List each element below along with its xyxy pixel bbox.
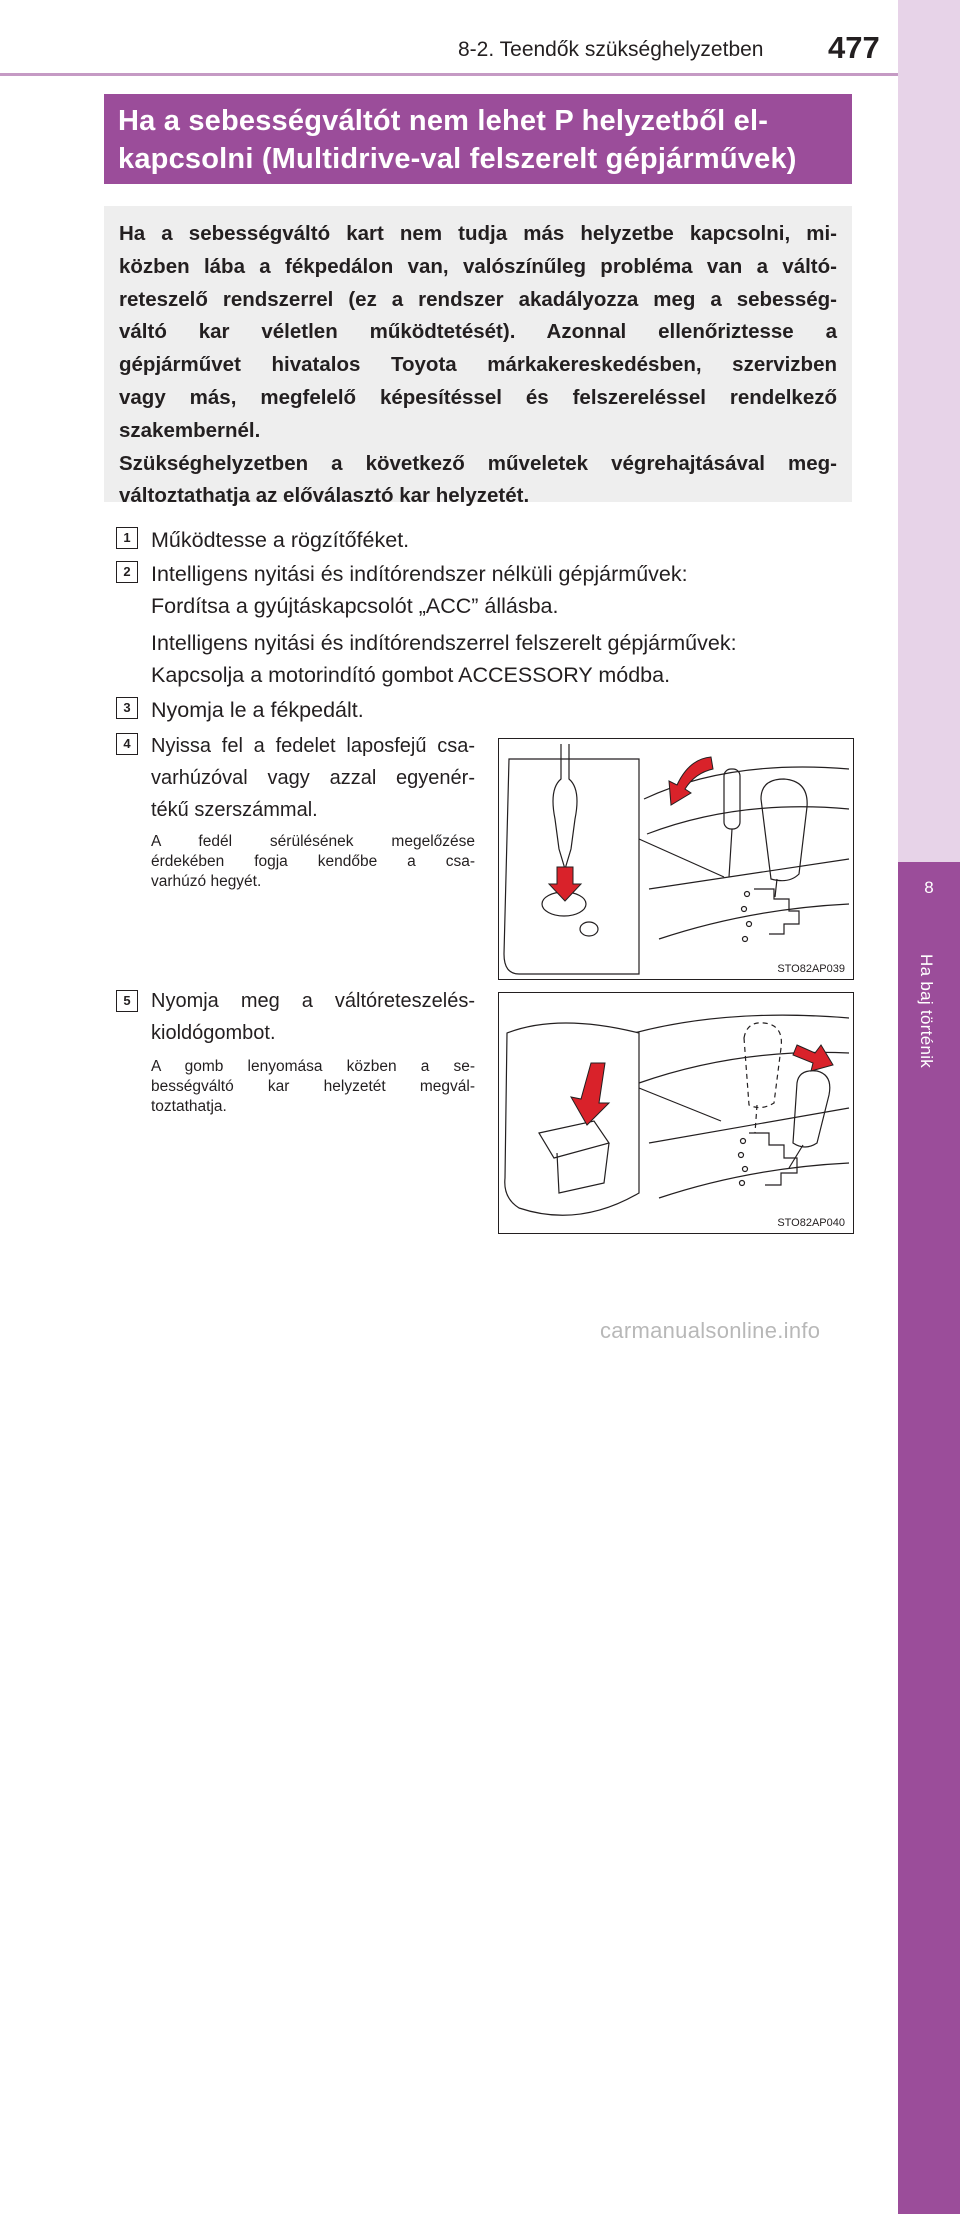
- step-5-note: [151, 1057, 475, 1117]
- intro-box: [104, 206, 852, 508]
- step-number: 4: [116, 733, 138, 755]
- step-5-line: kioldógombot.: [151, 1022, 276, 1044]
- title-line-2: kapcsolni (Multidrive-val felszerelt gépjárművek): [118, 143, 797, 175]
- note-line: toztathatja.: [151, 1098, 227, 1115]
- figure-shift-lock-cover: [498, 738, 854, 980]
- chapter-number: 8: [924, 878, 934, 897]
- step-number: 5: [116, 990, 138, 1012]
- step-number: 1: [116, 527, 138, 549]
- note-line: varhúzó hegyét.: [151, 873, 262, 890]
- shift-lock-cover-illustration: [499, 739, 853, 979]
- intro-line: gépjárművet hivatalos Toyota márkakereskedésben, szervizben: [119, 353, 837, 377]
- title-line-1: Ha a sebességváltót nem lehet P helyzetből el-: [118, 105, 769, 137]
- step-2-line: Fordítsa a gyújtáskapcsolót „ACC” állásba.: [151, 594, 559, 618]
- step-2-line: Intelligens nyitási és indítórendszerrel felszerelt gépjárművek:: [151, 631, 737, 655]
- step-1-text: Működtesse a rögzítőféket.: [151, 528, 410, 552]
- intro-line: Szükséghelyzetben a következő műveletek végrehajtásával meg-: [119, 451, 837, 475]
- shift-lock-release-illustration: [499, 993, 853, 1233]
- header-rule: [0, 73, 898, 76]
- step-3-text: Nyomja le a fékpedált.: [151, 698, 364, 722]
- intro-line: vagy más, megfelelő képesítéssel és felszereléssel rendelkező: [119, 385, 837, 409]
- step-4-line: Nyissa fel a fedelet laposfejű csa-: [151, 735, 475, 757]
- section-title: 8-2. Teendők szükséghelyzetben: [458, 38, 764, 61]
- chapter-tab[interactable]: [898, 862, 960, 2214]
- intro-line: Ha a sebességváltó kart nem tudja más helyzetbe kapcsolni, mi-: [119, 222, 837, 245]
- watermark: carmanualsonline.info: [600, 1318, 821, 1343]
- step-5-line: Nyomja meg a váltóreteszelés-: [151, 990, 475, 1012]
- page-number: 477: [828, 30, 880, 65]
- step-number: 3: [116, 697, 138, 719]
- step-4-text: [151, 730, 475, 826]
- intro-line: reteszelő rendszerrel (ez a rendszer akadályozza meg a sebesség-: [119, 287, 837, 311]
- chapter-label: Ha baj történik: [917, 954, 936, 1069]
- intro-line: váltó kar véletlen működtetését). Azonnal ellenőriztesse a: [119, 320, 837, 344]
- figure-code: STO82AP040: [777, 1217, 845, 1229]
- figure-shift-lock-release: [498, 992, 854, 1234]
- title-band: [104, 94, 852, 184]
- step-number: 2: [116, 561, 138, 583]
- intro-line: szakembernél.: [119, 418, 261, 442]
- step-4-line: tékű szerszámmal.: [151, 799, 318, 821]
- intro-line: közben lába a fékpedálon van, valószínűleg probléma van a váltó-: [119, 254, 837, 278]
- note-line: érdekében fogja kendőbe a csa-: [151, 853, 475, 870]
- note-line: bességváltó kar helyzetét megvál-: [151, 1078, 475, 1095]
- step-4-line: varhúzóval vagy azzal egyenér-: [151, 767, 475, 789]
- figure-code: STO82AP039: [777, 963, 845, 975]
- step-5-text: [151, 985, 475, 1049]
- step-2-line: Intelligens nyitási és indítórendszer nélküli gépjárművek:: [151, 562, 688, 586]
- note-line: A gomb lenyomása közben a se-: [151, 1058, 475, 1075]
- note-line: A fedél sérülésének megelőzése: [151, 833, 475, 850]
- step-4-note: [151, 832, 475, 892]
- intro-text: [119, 218, 837, 513]
- intro-line: változtathatja az előválasztó kar helyzetét.: [119, 484, 530, 508]
- step-2-line: Kapcsolja a motorindító gombot ACCESSORY módba.: [151, 663, 671, 687]
